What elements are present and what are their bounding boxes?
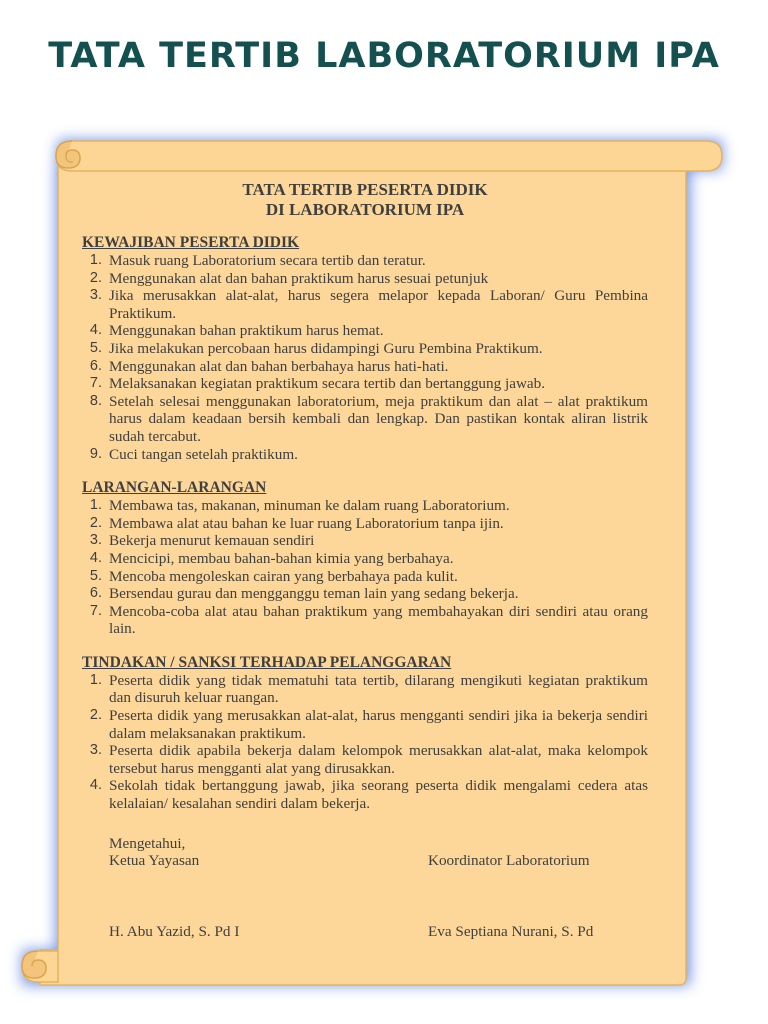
section-heading: LARANGAN-LARANGAN: [82, 479, 267, 497]
signature-block: [82, 835, 648, 945]
signature-left: [109, 835, 199, 870]
list-item: [82, 446, 648, 464]
list-item-number: 3.: [89, 287, 102, 304]
list-item-number: 3.: [89, 742, 102, 759]
list-item-text: Melaksanakan kegiatan praktikum secara tertib dan bertanggung jawab.: [109, 375, 546, 393]
section-list: [82, 252, 648, 463]
list-item: [82, 287, 648, 322]
list-item-text: Peserta didik yang tidak mematuhi tata tertib, dilarang mengikuti kegiatan praktikum dan disuruh keluar ruangan.: [109, 671, 648, 707]
list-item: [82, 270, 648, 288]
list-item-number: 7.: [89, 602, 102, 619]
list-item: [82, 777, 648, 812]
list-item: [82, 340, 648, 358]
list-item: [82, 375, 648, 393]
list-item: [82, 550, 648, 568]
left-role: Ketua Yayasan: [109, 852, 200, 870]
list-item-number: 1.: [89, 671, 102, 688]
list-item: [82, 393, 648, 446]
list-item-number: 1.: [89, 497, 102, 514]
list-item-number: 5.: [89, 339, 102, 356]
list-item-number: 2.: [89, 514, 102, 531]
list-item-number: 4.: [89, 777, 102, 794]
list-item-text: Membawa alat atau bahan ke luar ruang Laboratorium tanpa ijin.: [109, 514, 504, 532]
list-item: [82, 672, 648, 707]
list-item-number: 6.: [89, 585, 102, 602]
list-item: [82, 585, 648, 603]
list-item: [82, 707, 648, 742]
document-heading: [82, 180, 648, 220]
list-item-text: Mencoba mengoleskan cairan yang berbahaya pada kulit.: [109, 567, 458, 585]
list-item-text: Bekerja menurut kemauan sendiri: [109, 532, 315, 550]
list-item-number: 3.: [89, 532, 102, 549]
section-list: [82, 672, 648, 813]
right-role: Koordinator Laboratorium: [428, 852, 590, 870]
list-item: [82, 603, 648, 638]
list-item-text: Menggunakan bahan praktikum harus hemat.: [109, 322, 384, 340]
list-item-text: Jika merusakkan alat-alat, harus segera melapor kepada Laboran/ Guru Pembina Praktikum.: [109, 287, 648, 322]
list-item-number: 1.: [89, 252, 102, 268]
list-item-text: Membawa tas, makanan, minuman ke dalam ruang Laboratorium.: [109, 497, 510, 515]
list-item-text: Setelah selesai menggunakan laboratorium, meja praktikum dan alat – alat praktikum harus dalam keadaan bersih kembali dan lengkap. Dan pastikan kontak aliran listrik sudah tercabut.: [109, 392, 648, 445]
list-item-text: Masuk ruang Laboratorium secara tertib dan teratur.: [109, 252, 426, 269]
list-item-text: Mencicipi, membau bahan-bahan kimia yang berbahaya.: [109, 549, 454, 567]
document-heading-line1: TATA TERTIB PESERTA DIDIK: [242, 180, 488, 199]
section-heading: KEWAJIBAN PESERTA DIDIK: [82, 234, 300, 251]
document-heading-line2: DI LABORATORIUM IPA: [265, 200, 465, 219]
page-title: TATA TERTIB LABORATORIUM IPA: [48, 36, 720, 76]
signature-right: [428, 852, 590, 870]
section-list: [82, 497, 648, 638]
list-item-number: 2.: [89, 269, 102, 286]
list-item-number: 4.: [89, 549, 102, 566]
right-name: Eva Septiana Nurani, S. Pd: [428, 922, 594, 940]
list-item: [82, 252, 648, 270]
list-item-text: Menggunakan alat dan bahan praktikum harus sesuai petunjuk: [109, 269, 489, 287]
top-roll: [56, 141, 722, 171]
list-item-number: 8.: [89, 392, 102, 409]
list-item: [82, 322, 648, 340]
list-item-text: Menggunakan alat dan bahan berbahaya harus hati-hati.: [109, 357, 449, 375]
list-item: [82, 515, 648, 533]
list-item-number: 6.: [89, 357, 102, 374]
list-item-number: 7.: [89, 375, 102, 392]
list-item-number: 5.: [89, 567, 102, 584]
list-item: [82, 497, 648, 515]
list-item-text: Jika melakukan percobaan harus didampingi Guru Pembina Praktikum.: [109, 339, 543, 357]
list-item-number: 9.: [89, 445, 102, 462]
list-item: [82, 358, 648, 376]
list-item-number: 4.: [89, 322, 102, 339]
left-name: H. Abu Yazid, S. Pd I: [109, 922, 240, 940]
sections-container: [82, 234, 648, 813]
list-item-text: Bersendau gurau dan mengganggu teman lain yang sedang bekerja.: [109, 585, 519, 603]
list-item-text: Peserta didik yang merusakkan alat-alat, harus mengganti sendiri jika ia bekerja sendiri dalam melaksanakan praktikum.: [109, 707, 648, 742]
list-item-number: 2.: [89, 707, 102, 724]
list-item: [82, 568, 648, 586]
list-item: [82, 532, 648, 550]
list-item-text: Mencoba-coba alat atau bahan praktikum yang membahayakan diri sendiri atau orang lain.: [109, 602, 648, 638]
regulations-document: [82, 180, 648, 945]
acknowledged-label: Mengetahui,: [109, 834, 186, 852]
section-heading: TINDAKAN / SANKSI TERHADAP PELANGGARAN: [82, 653, 452, 671]
list-item: [82, 742, 648, 777]
list-item-text: Sekolah tidak bertanggung jawab, jika seorang peserta didik mengalami cedera atas kelalaian/ kesalahan sendiri dalam bekerja.: [109, 777, 648, 813]
list-item-text: Peserta didik apabila bekerja dalam kelompok merusakkan alat-alat, maka kelompok tersebut harus mengganti alat yang dirusakkan.: [109, 742, 648, 777]
list-item-text: Cuci tangan setelah praktikum.: [109, 445, 298, 463]
